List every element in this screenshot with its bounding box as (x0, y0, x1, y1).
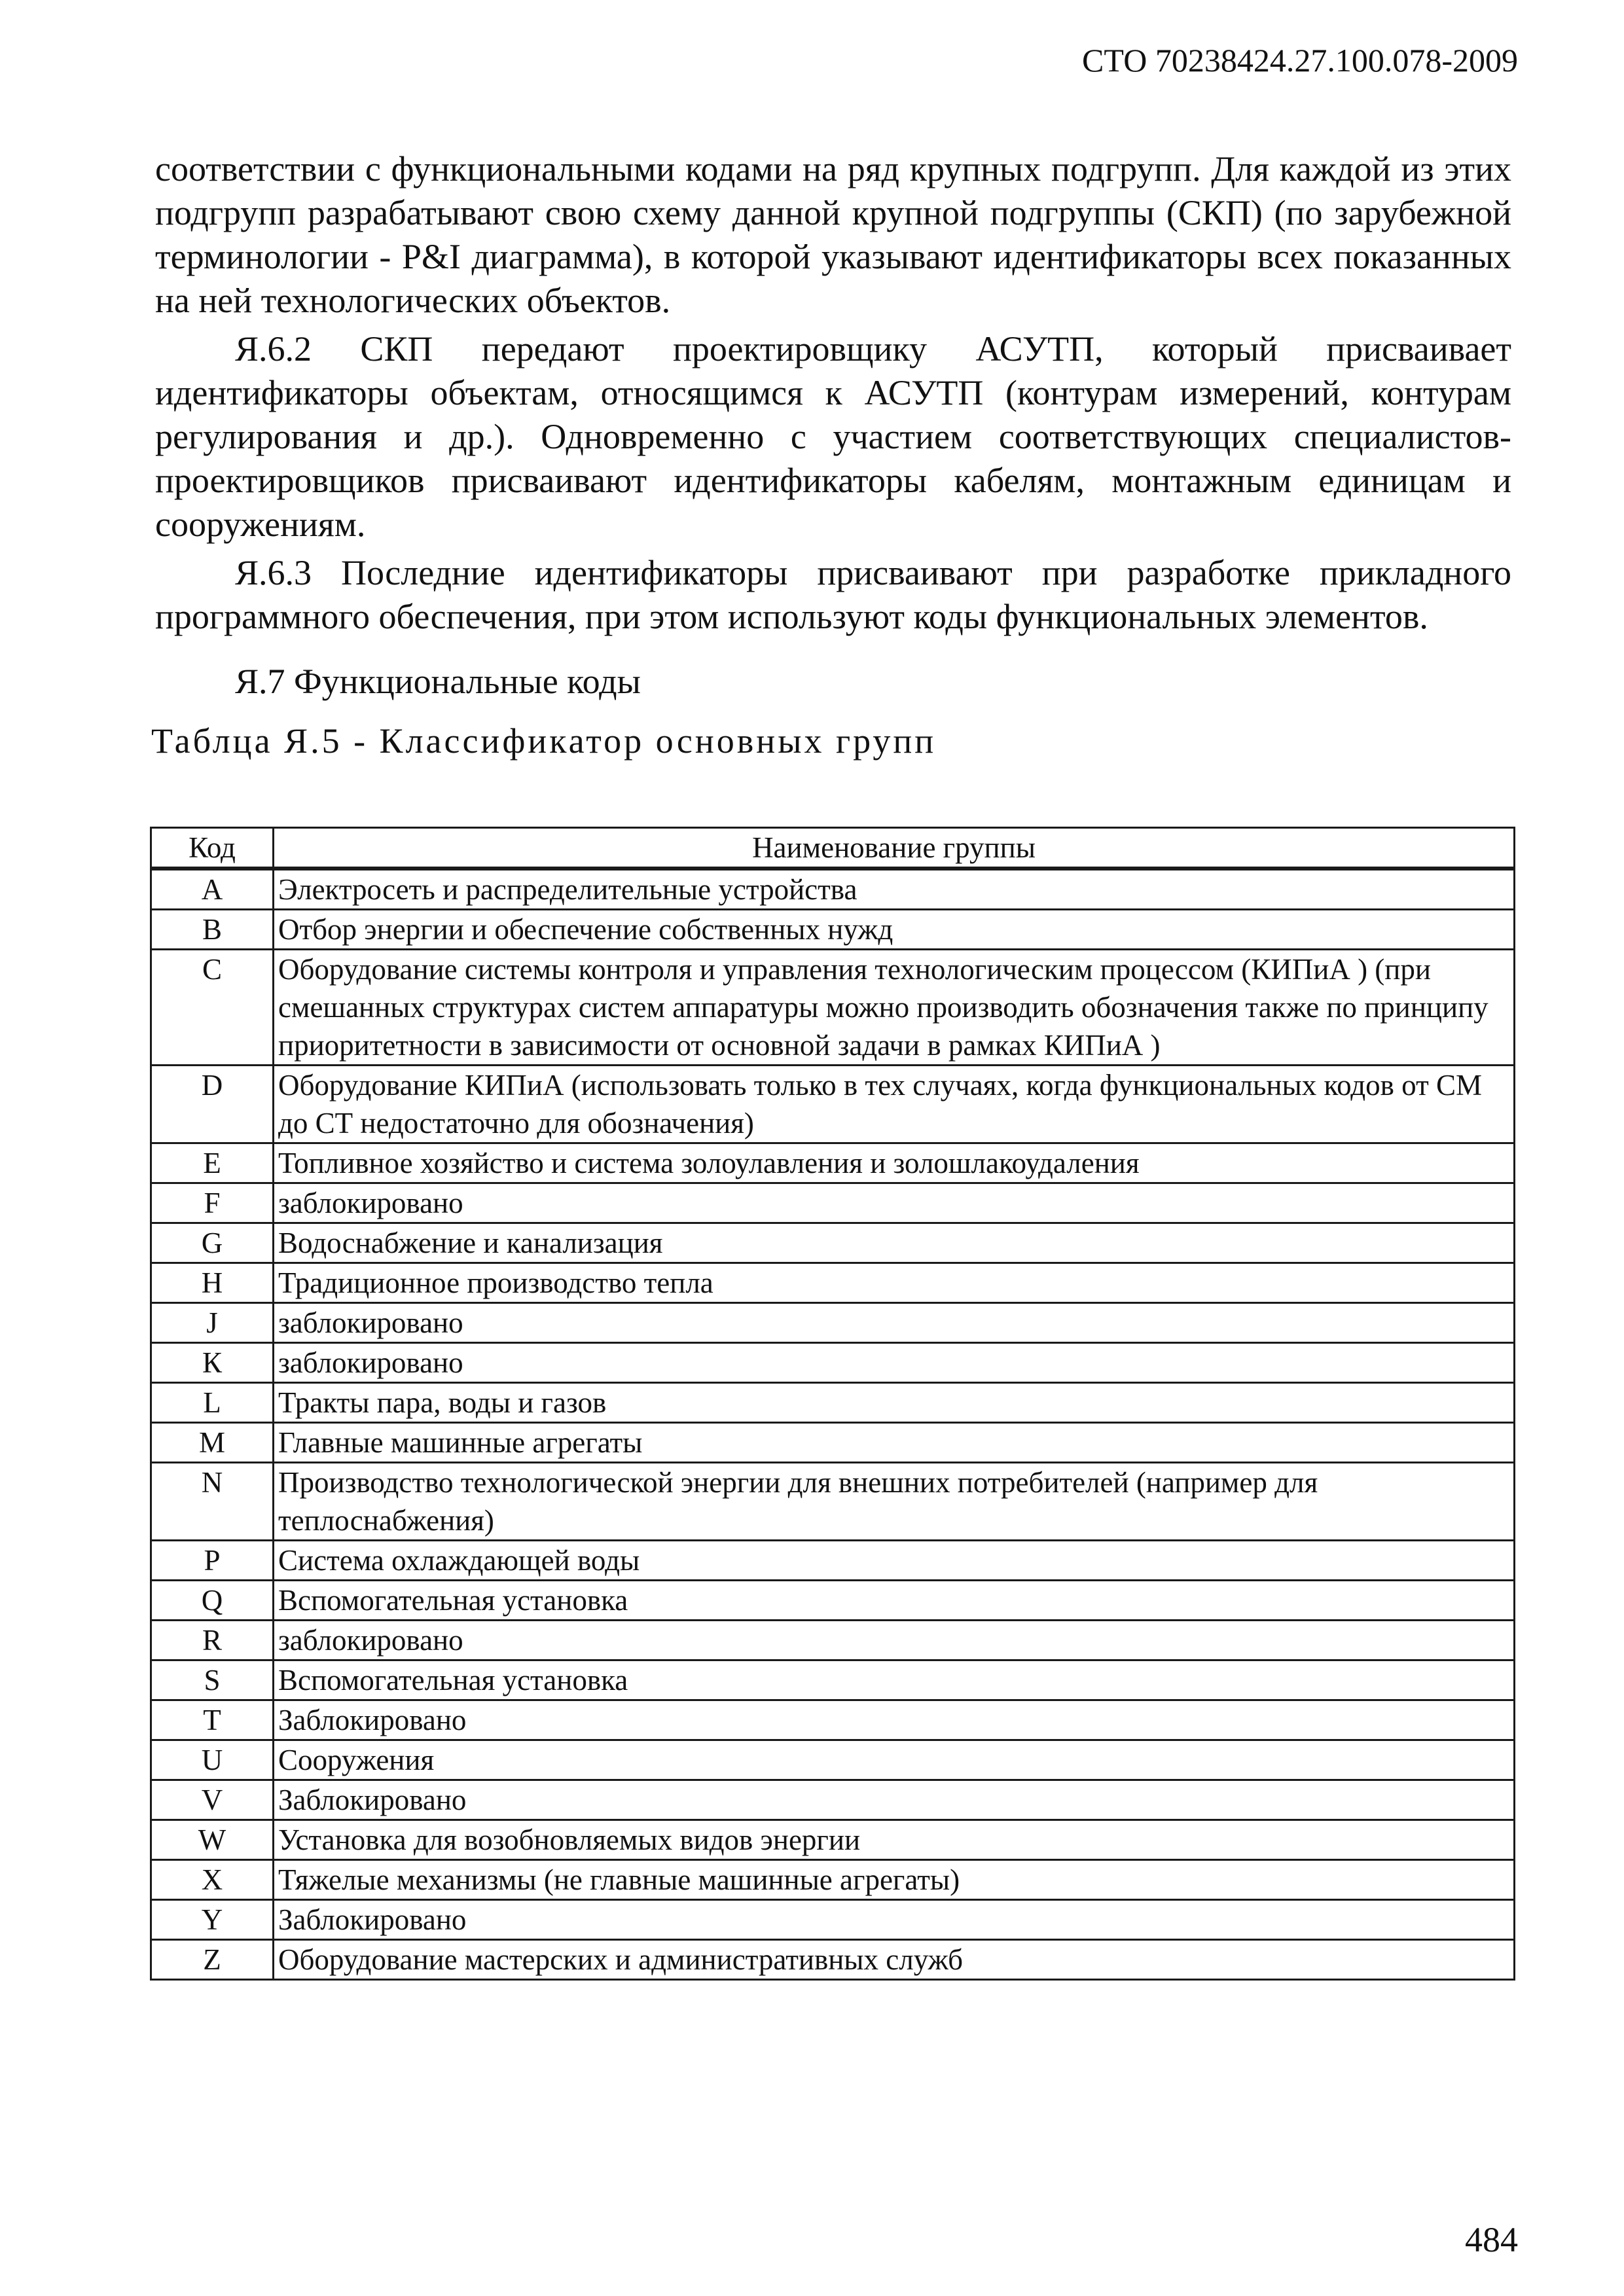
table-row (151, 1066, 1515, 1143)
table-cell-code: B (151, 910, 274, 950)
document-header-id: СТО 70238424.27.100.078-2009 (1082, 42, 1518, 79)
table-cell-name: Тяжелые механизмы (не главные машинные агрегаты) (274, 1860, 1515, 1900)
table-cell-name: Производство технологической энергии для внешних потребителей (например для теплоснабжения) (274, 1463, 1515, 1541)
table-row (151, 1780, 1515, 1820)
table-body (151, 869, 1515, 1980)
table-cell-code: D (151, 1066, 274, 1143)
table-cell-code: N (151, 1463, 274, 1541)
table-cell-code: C (151, 950, 274, 1066)
table-cell-name: Установка для возобновляемых видов энергии (274, 1820, 1515, 1860)
table-cell-code: К (151, 1343, 274, 1383)
table-row (151, 1740, 1515, 1780)
table-row (151, 1541, 1515, 1581)
page-number: 484 (1465, 2220, 1518, 2259)
table-row (151, 1183, 1515, 1223)
table-cell-code: Z (151, 1940, 274, 1980)
paragraph-ya-6-3: Я.6.3 Последние идентификаторы присваивают при разработке прикладного программного обеспечения, при этом используют коды функциональных элементов. (155, 553, 1511, 636)
table-cell-name: Система охлаждающей воды (274, 1541, 1515, 1581)
table-cell-code: H (151, 1263, 274, 1303)
table-cell-code: P (151, 1541, 274, 1581)
table-cell-name: Электросеть и распределительные устройства (274, 869, 1515, 910)
table-row (151, 1223, 1515, 1263)
table-header-row (151, 828, 1515, 869)
table-cell-name: заблокировано (274, 1303, 1515, 1343)
table-cell-code: U (151, 1740, 274, 1780)
table-row (151, 1900, 1515, 1940)
table-row (151, 1621, 1515, 1660)
table-cell-name: Вспомогательная установка (274, 1581, 1515, 1621)
table-cell-code: M (151, 1423, 274, 1463)
table-cell-name: Заблокировано (274, 1900, 1515, 1940)
table-cell-code: W (151, 1820, 274, 1860)
table-row (151, 1383, 1515, 1423)
table-cell-name: заблокировано (274, 1183, 1515, 1223)
table-row (151, 1263, 1515, 1303)
section-title: Я.7 Функциональные коды (235, 662, 641, 701)
table-cell-code: R (151, 1621, 274, 1660)
table-row (151, 1820, 1515, 1860)
table-cell-code: A (151, 869, 274, 910)
table-cell-name: Тракты пара, воды и газов (274, 1383, 1515, 1423)
table-cell-name: Отбор энергии и обеспечение собственных нужд (274, 910, 1515, 950)
table-cell-code: T (151, 1700, 274, 1740)
table-cell-code: V (151, 1780, 274, 1820)
table-row (151, 1581, 1515, 1621)
table-row (151, 1700, 1515, 1740)
document-body (151, 147, 1511, 761)
table-cell-name: Оборудование КИПиА (использовать только в тех случаях, когда функциональных кодов от СМ до СТ недостаточно для обозначения) (274, 1066, 1515, 1143)
table-cell-name: Оборудование мастерских и административных служб (274, 1940, 1515, 1980)
table-cell-code: F (151, 1183, 274, 1223)
table-cell-name: Водоснабжение и канализация (274, 1223, 1515, 1263)
table-cell-name: Заблокировано (274, 1780, 1515, 1820)
table-row (151, 1303, 1515, 1343)
table-row (151, 950, 1515, 1066)
table-row (151, 869, 1515, 910)
paragraph-ya-6-2: Я.6.2 СКП передают проектировщику АСУТП, который присваивает идентификаторы объектам, относящимся к АСУТП (контурам измерений, контурам регулирования и др.). Одновременно с участием соответствующих специалистов-проектировщиков присваивают идентификаторы кабелям, монтажным единицам и сооружениям. (155, 329, 1511, 544)
table-cell-name: Сооружения (274, 1740, 1515, 1780)
column-header-code: Код (151, 828, 274, 869)
table-cell-code: X (151, 1860, 274, 1900)
table-cell-name: Традиционное производство тепла (274, 1263, 1515, 1303)
table-cell-name: Заблокировано (274, 1700, 1515, 1740)
table-row (151, 1343, 1515, 1383)
classifier-table (150, 827, 1515, 1981)
table-row (151, 1860, 1515, 1900)
table-caption: Таблца Я.5 - Классификатор основных групп (151, 721, 937, 761)
table-cell-code: G (151, 1223, 274, 1263)
table-row (151, 910, 1515, 950)
table-row (151, 1463, 1515, 1541)
table-cell-name: Оборудование системы контроля и управления технологическим процессом (КИПиА ) (при смешанных структурах систем аппаратуры можно производить обозначения также по принципу приоритетности в зависимости от основной задачи в рамках КИПиА ) (274, 950, 1515, 1066)
column-header-name: Наименование группы (274, 828, 1515, 869)
table-row (151, 1660, 1515, 1700)
table-cell-name: Главные машинные агрегаты (274, 1423, 1515, 1463)
table-cell-code: J (151, 1303, 274, 1343)
table-cell-name: Топливное хозяйство и система золоулавления и золошлакоудаления (274, 1143, 1515, 1183)
table-row (151, 1940, 1515, 1980)
paragraph-continuation: соответствии с функциональными кодами на ряд крупных подгрупп. Для каждой из этих подгрупп разрабатывают свою схему данной крупной подгруппы (СКП) (по зарубежной терминологии - P&I диаграмма), в которой указывают идентификаторы всех показанных на ней технологических объектов. (155, 149, 1511, 320)
table-row (151, 1423, 1515, 1463)
table-cell-code: L (151, 1383, 274, 1423)
table-row (151, 1143, 1515, 1183)
table-cell-name: заблокировано (274, 1343, 1515, 1383)
table-cell-name: заблокировано (274, 1621, 1515, 1660)
table-cell-name: Вспомогательная установка (274, 1660, 1515, 1700)
table-cell-code: S (151, 1660, 274, 1700)
table-cell-code: E (151, 1143, 274, 1183)
table-cell-code: Q (151, 1581, 274, 1621)
table-cell-code: Y (151, 1900, 274, 1940)
